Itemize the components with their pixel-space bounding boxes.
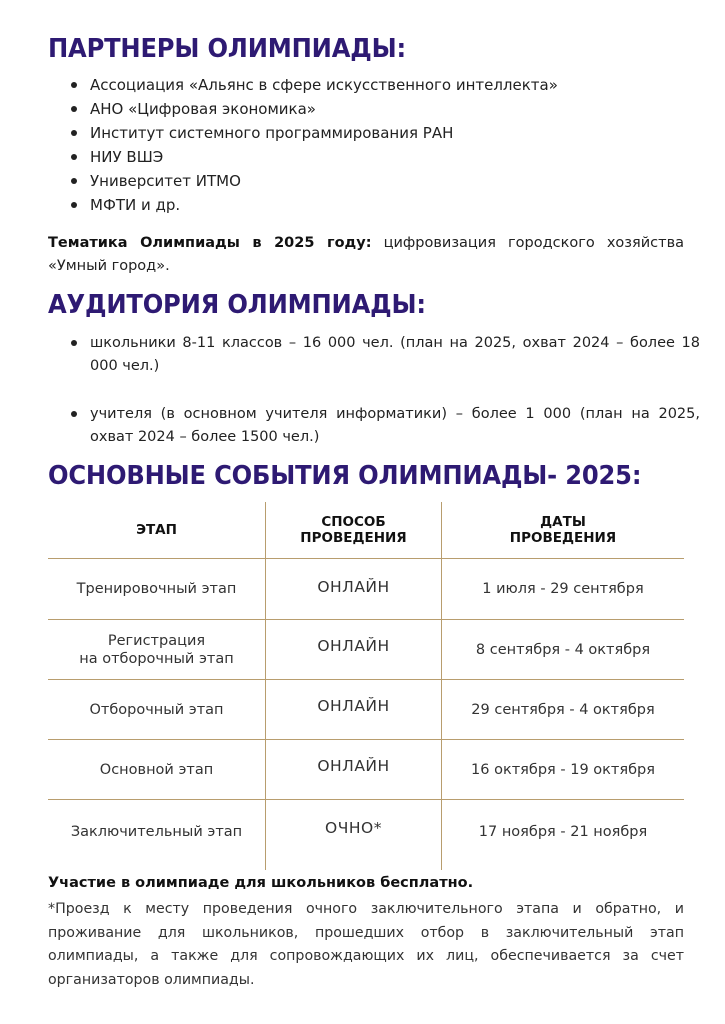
list-item: школьники 8-11 классов – 16 000 чел. (план на 2025, охват 2024 – более 18 000 чел.): [64, 332, 700, 378]
stage-cell: Тренировочный этап: [76, 581, 237, 597]
audience-list: [64, 332, 700, 449]
theme-paragraph: [48, 232, 684, 278]
dates-cell: 29 сентября - 4 октября: [471, 701, 655, 718]
mode-cell: ОНЛАЙН: [317, 637, 390, 655]
list-item: НИУ ВШЭ: [64, 147, 624, 171]
list-item: Институт системного программирования РАН: [64, 123, 624, 147]
col-header-mode: СПОСОБ ПРОВЕДЕНИЯ: [300, 514, 407, 546]
footnote: *Проезд к месту проведения очного заключительного этапа и обратно, и проживание для школьников, прошедших отбор в заключительный этап олимпиады, а также для сопровождающих их лиц, обеспечивается за счет организаторов олимпиады.: [48, 901, 684, 988]
mode-cell: ОЧНО*: [325, 819, 382, 837]
dates-cell: 17 ноября - 21 ноября: [478, 824, 648, 840]
mode-cell: ОНЛАЙН: [317, 757, 390, 775]
events-table: [48, 502, 684, 870]
list-item: Ассоциация «Альянс в сфере искусственного интеллекта»: [64, 75, 624, 99]
free-participation: Участие в олимпиаде для школьников бесплатно.: [48, 875, 474, 891]
list-item: АНО «Цифровая экономика»: [64, 99, 624, 123]
stage-cell: Регистрация на отборочный этап: [79, 632, 234, 667]
dates-cell: 16 октября - 19 октября: [471, 761, 655, 778]
mode-cell: ОНЛАЙН: [317, 578, 390, 596]
dates-cell: 1 июля - 29 сентября: [482, 581, 644, 597]
stage-cell: Отборочный этап: [89, 701, 224, 718]
stage-cell: Основной этап: [99, 761, 214, 778]
col-header-dates: ДАТЫ ПРОВЕДЕНИЯ: [509, 514, 617, 546]
list-item: МФТИ и др.: [64, 195, 624, 219]
list-item: Университет ИТМО: [64, 171, 624, 195]
events-heading: ОСНОВНЫЕ СОБЫТИЯ ОЛИМПИАДЫ- 2025:: [48, 461, 642, 491]
col-header-stage: ЭТАП: [136, 522, 177, 538]
partners-heading: ПАРТНЕРЫ ОЛИМПИАДЫ:: [48, 34, 406, 64]
partners-list: [64, 75, 624, 219]
list-item: учителя (в основном учителя информатики) – более 1 000 (план на 2025, охват 2024 – более 1500 чел.): [64, 403, 700, 449]
mode-cell: ОНЛАЙН: [317, 697, 390, 715]
theme-label: Тематика Олимпиады в 2025 году:: [48, 235, 372, 251]
dates-cell: 8 сентября - 4 октября: [475, 641, 651, 658]
audience-heading: АУДИТОРИЯ ОЛИМПИАДЫ:: [48, 290, 426, 320]
stage-cell: Заключительный этап: [70, 824, 243, 840]
theme-text: цифровизация городского хозяйства «Умный город».: [48, 235, 684, 274]
